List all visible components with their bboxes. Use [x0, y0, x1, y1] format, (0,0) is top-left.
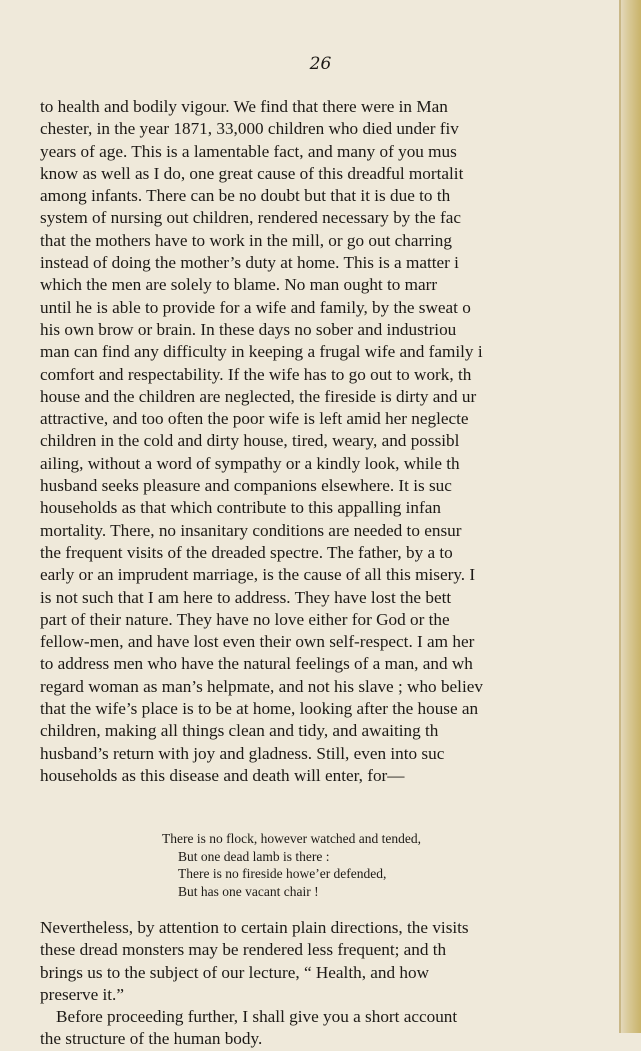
text-line: preserve it.” — [40, 984, 124, 1004]
text-line: these dread monsters may be rendered less frequent; and th — [40, 940, 447, 960]
text-line: regard woman as man’s helpmate, and not his slave ; who believ — [40, 676, 483, 696]
text-line: chester, in the year 1871, 33,000 children who died under fiv — [40, 119, 459, 139]
text-line: years of age. This is a lamentable fact, and many of you mus — [40, 141, 457, 161]
text-line: to health and bodily vigour. We find that there were in Man — [40, 97, 448, 116]
text-line: husband’s return with joy and gladness. Still, even into suc — [40, 743, 445, 763]
text-line: part of their nature. They have no love either for God or the — [40, 609, 450, 629]
text-line: children in the cold and dirty house, tired, weary, and possibl — [40, 431, 460, 451]
body-paragraph — [40, 96, 620, 787]
closing-paragraph — [40, 917, 620, 1051]
text-line: brings us to the subject of our lecture, “ Health, and how — [40, 962, 430, 982]
poem-verse: There is no flock, however watched and tended, — [162, 831, 422, 846]
text-line: ailing, without a word of sympathy or a kindly look, while th — [40, 453, 460, 473]
text-line: husband seeks pleasure and companions elsewhere. It is suc — [40, 476, 452, 496]
text-line: among infants. There can be no doubt but that it is due to th — [40, 186, 451, 206]
text-line: is not such that I am here to address. They have lost the bett — [40, 587, 452, 607]
text-line: households as this disease and death will enter, for— — [40, 765, 405, 785]
page-number: 26 — [309, 54, 332, 74]
poem-verse: There is no fireside howe’er defended, — [178, 866, 387, 881]
text-line: know as well as I do, one great cause of this dreadful mortalit — [40, 163, 464, 183]
poem-verse: But has one vacant chair ! — [178, 883, 319, 899]
text-line: instead of doing the mother’s duty at home. This is a matter i — [40, 253, 459, 273]
text-line: comfort and respectability. If the wife has to go out to work, th — [40, 364, 472, 384]
text-line: mortality. There, no insanitary conditions are needed to ensur — [40, 520, 462, 540]
text-line: fellow-men, and have lost even their own self-respect. I am her — [40, 632, 475, 652]
text-line: his own brow or brain. In these days no sober and industriou — [40, 319, 457, 339]
text-line: early or an imprudent marriage, is the cause of all this misery. I — [40, 565, 476, 585]
text-line: man can find any difficulty in keeping a frugal wife and family i — [40, 342, 483, 362]
text-line: that the mothers have to work in the mill, or go out charring — [40, 230, 452, 250]
text-line: the frequent visits of the dreaded spectre. The father, by a to — [40, 542, 453, 562]
text-line: to address men who have the natural feelings of a man, and wh — [40, 654, 473, 674]
text-line: until he is able to provide for a wife and family, by the sweat o — [40, 297, 471, 317]
text-line: house and the children are neglected, the fireside is dirty and ur — [40, 386, 477, 406]
text-line: attractive, and too often the poor wife is left amid her neglecte — [40, 409, 469, 429]
text-line: which the men are solely to blame. No man ought to marr — [40, 275, 438, 295]
text-line: system of nursing out children, rendered necessary by the fac — [40, 208, 461, 228]
text-line: Nevertheless, by attention to certain plain directions, the visits — [40, 918, 469, 937]
text-line: Before proceeding further, I shall give you a short account — [56, 1007, 458, 1027]
text-line: that the wife’s place is to be at home, looking after the house an — [40, 699, 479, 719]
poem-quotation — [0, 830, 641, 900]
text-line: the structure of the human body. — [40, 1029, 263, 1049]
text-line: households as that which contribute to this appalling infan — [40, 498, 441, 518]
text-line: children, making all things clean and tidy, and awaiting th — [40, 721, 439, 741]
poem-verse: But one dead lamb is there : — [178, 848, 330, 864]
